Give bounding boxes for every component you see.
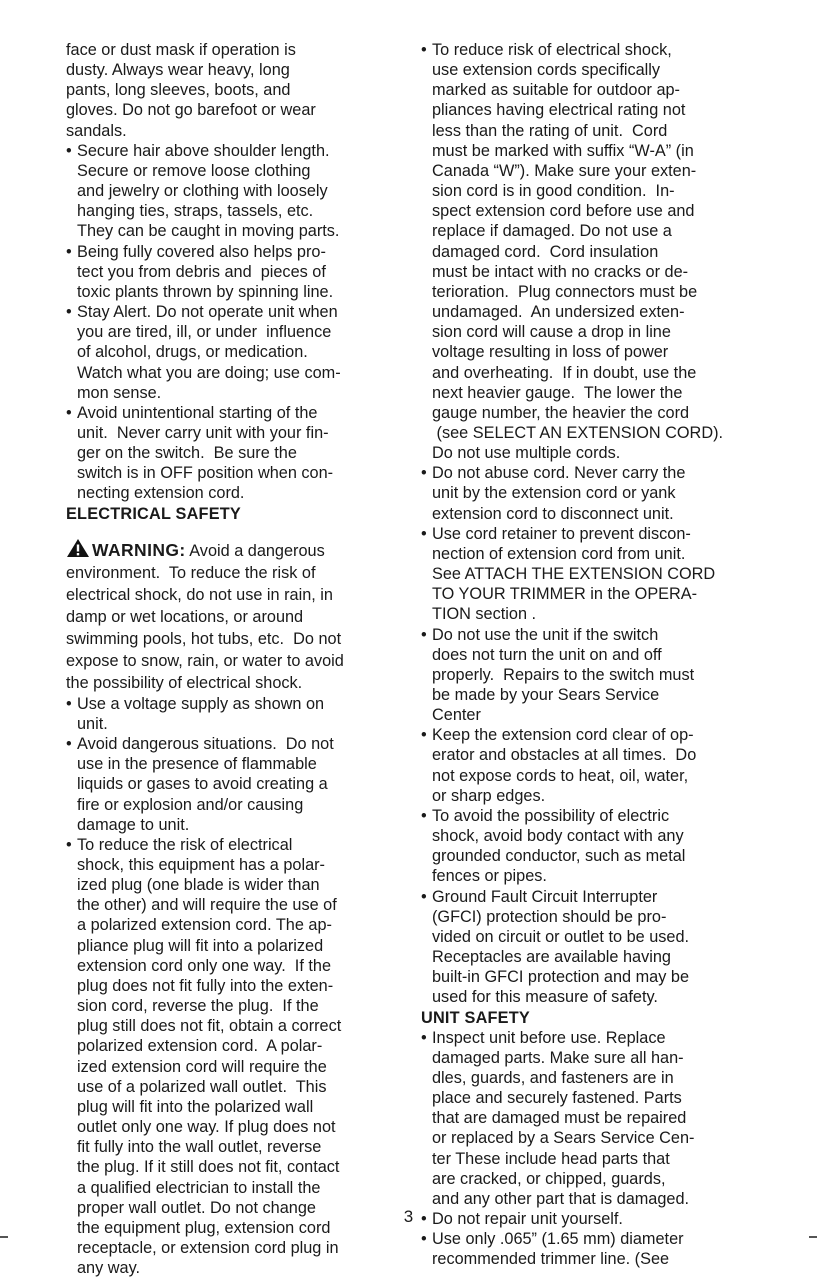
bullet-item bbox=[421, 725, 777, 806]
bullet-text-line: unit. Never carry unit with your fin- bbox=[77, 423, 329, 442]
bullet-text-line: grounded conductor, such as metal bbox=[432, 847, 686, 866]
bullet-text-line: extension cord only one way. If the bbox=[77, 956, 332, 975]
bullet-text-line: plug does not fit fully into the exten- bbox=[77, 976, 334, 995]
text-line: sandals. bbox=[66, 121, 127, 140]
bullet-text-line: TO YOUR TRIMMER in the OPERA- bbox=[432, 585, 698, 604]
bullet-item bbox=[421, 463, 777, 523]
bullet-text-line: • Use only .065” (1.65 mm) diameter bbox=[432, 1229, 777, 1249]
bullet-text-line: sion cord is in good condition. In- bbox=[432, 182, 675, 201]
bullet-text-line: damaged parts. Make sure all han- bbox=[432, 1048, 684, 1067]
bullet-text-line: plug will fit into the polarized wall bbox=[77, 1097, 314, 1116]
bullet-text-line: that are damaged must be repaired bbox=[432, 1109, 687, 1128]
bullet-text-line: necting extension cord. bbox=[77, 484, 245, 503]
bullet-text-line: gauge number, the heavier the cord bbox=[432, 403, 690, 422]
bullet-item bbox=[421, 625, 777, 726]
text-line: the possibility of electrical shock. bbox=[66, 673, 303, 692]
bullet-text-line: voltage resulting in loss of power bbox=[432, 343, 669, 362]
bullet-text-line: pliance plug will fit into a polarized bbox=[77, 936, 324, 955]
bullet-item bbox=[66, 242, 371, 302]
bullet-text-line: • To reduce risk of electrical shock, bbox=[432, 40, 777, 60]
bullet-text-line: • Use a voltage supply as shown on bbox=[77, 694, 371, 714]
bullet-text-line: tect you from debris and pieces of bbox=[77, 262, 326, 281]
bullet-text-line: ger on the switch. Be sure the bbox=[77, 444, 297, 463]
warning-text bbox=[66, 562, 371, 694]
bullet-text-line: plug still does not fit, obtain a correct bbox=[77, 1017, 342, 1036]
bullet-text-line: not expose cords to heat, oil, water, bbox=[432, 766, 689, 785]
bullet-text-line: pliances having electrical rating not bbox=[432, 101, 686, 120]
bullet-item bbox=[66, 734, 371, 835]
warning-triangle-icon bbox=[66, 538, 90, 558]
bullet-item bbox=[66, 403, 371, 504]
bullet-text-line: sion cord, reverse the plug. If the bbox=[77, 997, 319, 1016]
bullet-text-line: switch is in OFF position when con- bbox=[77, 464, 334, 483]
bullet-text-line: See ATTACH THE EXTENSION CORD bbox=[432, 565, 716, 584]
bullet-item bbox=[421, 806, 777, 887]
bullet-list-bottom-left bbox=[66, 694, 371, 1278]
text-line: electrical shock, do not use in rain, in bbox=[66, 585, 333, 604]
bullet-item bbox=[66, 302, 371, 403]
text-line: pants, long sleeves, boots, and bbox=[66, 81, 291, 100]
bullet-text-line: fences or pipes. bbox=[432, 867, 547, 886]
bullet-text-line: Center bbox=[432, 706, 481, 725]
bullet-text-line: vided on circuit or outlet to be used. bbox=[432, 927, 690, 946]
bullet-text-line: be made by your Sears Service bbox=[432, 686, 660, 704]
text-line: swimming pools, hot tubs, etc. Do not bbox=[66, 629, 342, 648]
bullet-text-line: any way. bbox=[77, 1259, 141, 1278]
bullet-item bbox=[421, 1229, 777, 1269]
bullet-text-line: • Do not repair unit yourself. bbox=[432, 1209, 777, 1229]
bullet-text-line: fire or explosion and/or causing bbox=[77, 795, 304, 814]
bullet-text-line: liquids or gases to avoid creating a bbox=[77, 775, 328, 794]
bullet-list-bottom-right bbox=[421, 1028, 777, 1270]
bullet-item bbox=[421, 1028, 777, 1209]
warning-text-first: Avoid a dangerous bbox=[185, 541, 325, 560]
bullet-text-line: • Keep the extension cord clear of op- bbox=[432, 725, 777, 745]
bullet-text-line: used for this measure of safety. bbox=[432, 988, 658, 1007]
continued-paragraph bbox=[66, 40, 371, 141]
right-column bbox=[421, 40, 777, 1270]
bullet-text-line: (GFCI) protection should be pro- bbox=[432, 907, 667, 926]
bullet-text-line: terioration. Plug connectors must be bbox=[432, 282, 698, 301]
bullet-text-line: Secure or remove loose clothing bbox=[77, 161, 311, 180]
bullet-text-line: the plug. If it still does not fit, contact bbox=[77, 1158, 340, 1177]
bullet-text-line: are cracked, or chipped, guards, bbox=[432, 1169, 666, 1188]
bullet-text-line: TION section . bbox=[432, 605, 537, 624]
bullet-text-line: mon sense. bbox=[77, 383, 162, 402]
bullet-text-line: toxic plants thrown by spinning line. bbox=[77, 282, 334, 301]
bullet-text-line: • Do not use the unit if the switch bbox=[432, 625, 777, 645]
bullet-text-line: outlet only one way. If plug does not bbox=[77, 1118, 336, 1137]
bullet-text-line: • Inspect unit before use. Replace bbox=[432, 1028, 777, 1048]
bullet-text-line: and jewelry or clothing with loosely bbox=[77, 182, 328, 201]
bullet-text-line: replace if damaged. Do not use a bbox=[432, 222, 672, 241]
bullet-text-line: you are tired, ill, or under influence bbox=[77, 323, 332, 342]
bullet-text-line: damaged cord. Cord insulation bbox=[432, 242, 659, 261]
unit-safety-heading: UNIT SAFETY bbox=[421, 1008, 530, 1027]
bullet-text-line: Do not use multiple cords. bbox=[432, 444, 621, 463]
bullet-text-line: • Use cord retainer to prevent discon- bbox=[432, 524, 777, 544]
bullet-text-line: less than the rating of unit. Cord bbox=[432, 121, 668, 140]
text-line: gloves. Do not go barefoot or wear bbox=[66, 101, 316, 120]
bullet-text-line: • Avoid unintentional starting of the bbox=[77, 403, 371, 423]
text-line: dusty. Always wear heavy, long bbox=[66, 61, 290, 80]
bullet-text-line: • To avoid the possibility of electric bbox=[432, 806, 777, 826]
page-number: 3 bbox=[403, 1207, 414, 1226]
bullet-text-line: and any other part that is damaged. bbox=[432, 1189, 690, 1208]
bullet-text-line: nection of extension cord from unit. bbox=[432, 544, 686, 563]
bullet-text-line: use of a polarized wall outlet. This bbox=[77, 1077, 327, 1096]
bullet-text-line: recommended trimmer line. (See bbox=[432, 1250, 670, 1269]
bullet-text-line: They can be caught in moving parts. bbox=[77, 222, 340, 241]
warning-block bbox=[66, 538, 371, 694]
bullet-text-line: extension cord to disconnect unit. bbox=[432, 504, 674, 523]
bullet-text-line: damage to unit. bbox=[77, 815, 190, 834]
bullet-text-line: must be marked with suffix “W-A” (in bbox=[432, 141, 694, 160]
bullet-text-line: • Being fully covered also helps pro- bbox=[77, 242, 371, 262]
bullet-item bbox=[66, 141, 371, 242]
bullet-text-line: sion cord will cause a drop in line bbox=[432, 323, 671, 342]
bullet-text-line: Canada “W”). Make sure your exten- bbox=[432, 161, 697, 180]
bullet-text-line: ized extension cord will require the bbox=[77, 1057, 327, 1076]
bullet-text-line: use extension cords specifically bbox=[432, 61, 661, 80]
bullet-text-line: • Stay Alert. Do not operate unit when bbox=[77, 302, 371, 322]
bullet-text-line: unit by the extension cord or yank bbox=[432, 484, 676, 503]
bullet-item bbox=[421, 887, 777, 1008]
bullet-list-top-right bbox=[421, 40, 777, 1008]
bullet-item bbox=[421, 40, 777, 463]
text-line: face or dust mask if operation is bbox=[66, 41, 296, 59]
bullet-text-line: place and securely fastened. Parts bbox=[432, 1089, 682, 1108]
bullet-text-line: next heavier gauge. The lower the bbox=[432, 383, 683, 402]
bullet-text-line: dles, guards, and fasteners are in bbox=[432, 1068, 674, 1087]
bullet-text-line: Receptacles are available having bbox=[432, 948, 671, 967]
bullet-text-line: ter These include head parts that bbox=[432, 1149, 670, 1168]
bullet-text-line: or replaced by a Sears Service Cen- bbox=[432, 1129, 695, 1148]
bullet-text-line: • To reduce the risk of electrical bbox=[77, 835, 371, 855]
bullet-text-line: fit fully into the wall outlet, reverse bbox=[77, 1138, 322, 1157]
bullet-text-line: receptacle, or extension cord plug in bbox=[77, 1238, 339, 1257]
bullet-text-line: Watch what you are doing; use com- bbox=[77, 363, 341, 382]
bullet-text-line: marked as suitable for outdoor ap- bbox=[432, 81, 680, 100]
bullet-item bbox=[421, 524, 777, 625]
bullet-text-line: must be intact with no cracks or de- bbox=[432, 262, 689, 281]
bullet-text-line: • Secure hair above shoulder length. bbox=[77, 141, 371, 161]
bullet-item bbox=[66, 694, 371, 734]
bullet-text-line: shock, avoid body contact with any bbox=[432, 827, 684, 846]
bullet-text-line: does not turn the unit on and off bbox=[432, 645, 662, 664]
bullet-text-line: • Ground Fault Circuit Interrupter bbox=[432, 887, 777, 907]
bullet-text-line: a polarized extension cord. The ap- bbox=[77, 916, 332, 935]
bullet-text-line: use in the presence of flammable bbox=[77, 755, 317, 774]
warning-label: WARNING: bbox=[92, 539, 186, 560]
bullet-text-line: properly. Repairs to the switch must bbox=[432, 665, 695, 684]
bullet-list-top-left bbox=[66, 141, 371, 504]
bullet-text-line: ized plug (one blade is wider than bbox=[77, 876, 320, 895]
bullet-text-line: • Do not abuse cord. Never carry the bbox=[432, 463, 777, 483]
text-line: expose to snow, rain, or water to avoid bbox=[66, 651, 344, 670]
bullet-text-line: built-in GFCI protection and may be bbox=[432, 968, 690, 987]
bullet-text-line: spect extension cord before use and bbox=[432, 202, 695, 221]
bullet-text-line: (see SELECT AN EXTENSION CORD). bbox=[432, 423, 724, 442]
bullet-text-line: and overheating. If in doubt, use the bbox=[432, 363, 697, 382]
bullet-text-line: undamaged. An undersized exten- bbox=[432, 303, 685, 322]
left-column bbox=[66, 40, 371, 1278]
bullet-text-line: a qualified electrician to install the bbox=[77, 1178, 321, 1197]
bullet-text-line: or sharp edges. bbox=[432, 786, 546, 805]
bullet-text-line: unit. bbox=[77, 714, 108, 733]
bullet-text-line: proper wall outlet. Do not change bbox=[77, 1198, 316, 1217]
text-line: environment. To reduce the risk of bbox=[66, 563, 316, 582]
bullet-text-line: shock, this equipment has a polar- bbox=[77, 856, 325, 874]
bullet-text-line: polarized extension cord. A polar- bbox=[77, 1037, 323, 1056]
bullet-text-line: of alcohol, drugs, or medication. bbox=[77, 343, 308, 362]
text-line: damp or wet locations, or around bbox=[66, 607, 304, 626]
bullet-text-line: the other) and will require the use of bbox=[77, 896, 337, 915]
bullet-text-line: • Avoid dangerous situations. Do not bbox=[77, 734, 371, 754]
warning-first-line bbox=[66, 538, 371, 562]
bullet-text-line: hanging ties, straps, tassels, etc. bbox=[77, 202, 314, 221]
bullet-text-line: erator and obstacles at all times. Do bbox=[432, 746, 697, 765]
electrical-safety-heading: ELECTRICAL SAFETY bbox=[66, 504, 241, 523]
bullet-text-line: the equipment plug, extension cord bbox=[77, 1218, 331, 1237]
